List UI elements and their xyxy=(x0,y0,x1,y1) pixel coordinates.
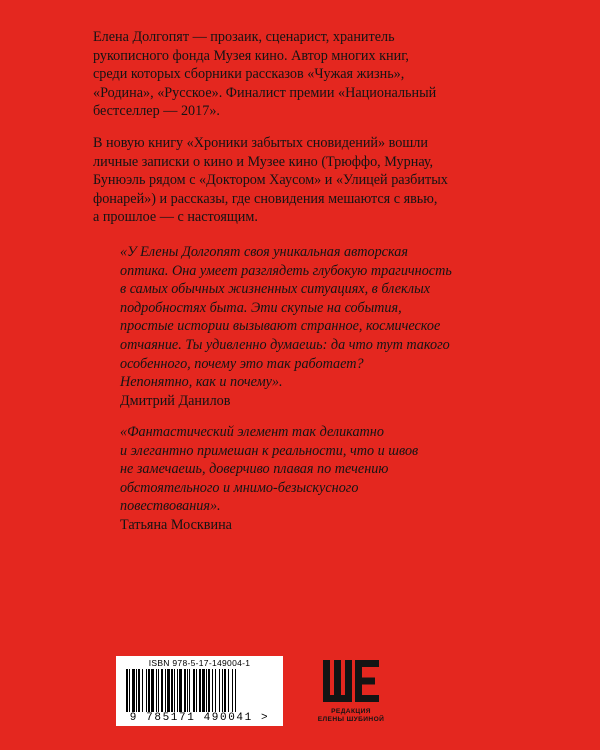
quote-line: и элегантно примешан к реальности, что и швов xyxy=(120,442,419,459)
review-quote-moskvina xyxy=(120,423,560,535)
isbn-barcode xyxy=(116,656,283,726)
barcode-bar xyxy=(224,669,226,712)
barcode-bar xyxy=(193,669,195,712)
barcode-bar xyxy=(174,669,175,712)
barcode-bar xyxy=(129,669,130,712)
barcode-bar xyxy=(232,669,233,712)
bio-line: среди которых сборники рассказов «Чужая жизнь», xyxy=(93,66,405,83)
barcode-bar xyxy=(151,669,154,712)
quote-line: особенного, почему это так работает? xyxy=(120,355,364,372)
barcode-bar xyxy=(146,669,147,712)
description-line: фонарей») и рассказы, где сновидения мешаются с явью, xyxy=(93,190,438,207)
quote-line: «Фантастический элемент так деликатно xyxy=(120,424,384,440)
review-quote-danilov xyxy=(120,243,560,410)
description-line: Бунюэль рядом с «Доктором Хаусом» и «Улицей разбитых xyxy=(93,172,448,189)
barcode-bar xyxy=(228,669,229,712)
bio-line: рукописного фонда Музея кино. Автор многих книг, xyxy=(93,47,409,64)
quote-line: отчаяние. Ты удивленно думаешь: да что тут такого xyxy=(120,336,450,353)
barcode-bar xyxy=(184,669,186,712)
quote-line: «У Елены Долгопят своя уникальная авторская xyxy=(120,244,408,260)
barcode-bar xyxy=(206,669,207,712)
barcode-bar xyxy=(165,669,166,712)
quote-author: Дмитрий Данилов xyxy=(120,392,231,409)
barcode-bar xyxy=(158,669,159,712)
barcode-bar xyxy=(142,669,143,712)
description-line: В новую книгу «Хроники забытых сновидений» вошли xyxy=(93,135,428,151)
barcode-bar xyxy=(132,669,135,712)
barcode-bar xyxy=(161,669,163,712)
barcode-bar xyxy=(215,669,216,712)
barcode-bar xyxy=(167,669,170,712)
quote-line: обстоятельного и мнимо-безыскусного xyxy=(120,479,359,496)
barcode-bar xyxy=(235,669,236,712)
barcode-digits: 9 785171 490041 > xyxy=(129,712,270,724)
author-bio xyxy=(93,28,553,121)
book-description xyxy=(93,134,553,227)
barcode-bar xyxy=(156,669,157,712)
barcode-bar xyxy=(196,669,197,712)
bio-line: «Родина», «Русское». Финалист премии «Национальный xyxy=(93,84,437,101)
barcode-bar xyxy=(138,669,140,712)
quote-line: оптика. Она умеет разглядеть глубокую трагичность xyxy=(120,262,452,279)
bio-line: Елена Долгопят — прозаик, сценарист, хранитель xyxy=(93,29,395,45)
quote-line: повествования». xyxy=(120,498,221,515)
barcode-bar xyxy=(189,669,190,712)
quote-line: Непонятно, как и почему». xyxy=(120,374,283,391)
barcode-bar xyxy=(187,669,188,712)
description-line: а прошлое — с настоящим. xyxy=(93,209,258,226)
logo-text-line2: ЕЛЕНЫ ШУБИНОЙ xyxy=(317,716,385,723)
bio-line: бестселлер — 2017». xyxy=(93,103,220,120)
barcode-bar xyxy=(212,669,213,712)
barcode-bar xyxy=(136,669,137,712)
quote-line: подробностях быта. Эти скупые на события, xyxy=(120,299,402,316)
barcode-bars xyxy=(126,669,276,712)
quote-author: Татьяна Москвина xyxy=(120,516,232,533)
barcode-bar xyxy=(171,669,173,712)
logo-text-line1: РЕДАКЦИЯ xyxy=(331,708,371,715)
publisher-logo-icon xyxy=(323,660,379,702)
publisher-logo xyxy=(315,660,387,730)
description-line: личные записки о кино и Музее кино (Трюффо, Мурнау, xyxy=(93,153,434,170)
barcode-bar xyxy=(179,669,182,712)
barcode-bar xyxy=(199,669,201,712)
quote-line: в самых обычных жизненных ситуациях, в блеклых xyxy=(120,281,431,298)
quote-line: простые истории вызывают странное, космическое xyxy=(120,318,441,335)
isbn-label: ISBN 978-5-17-149004-1 xyxy=(148,658,251,668)
barcode-bar xyxy=(177,669,178,712)
barcode-bar xyxy=(219,669,220,712)
barcode-bar xyxy=(222,669,223,712)
barcode-bar xyxy=(202,669,205,712)
quote-line: не замечаешь, доверчиво плавая по течению xyxy=(120,461,389,478)
barcode-bar xyxy=(148,669,150,712)
barcode-bar xyxy=(126,669,128,712)
barcode-bar xyxy=(208,669,210,712)
